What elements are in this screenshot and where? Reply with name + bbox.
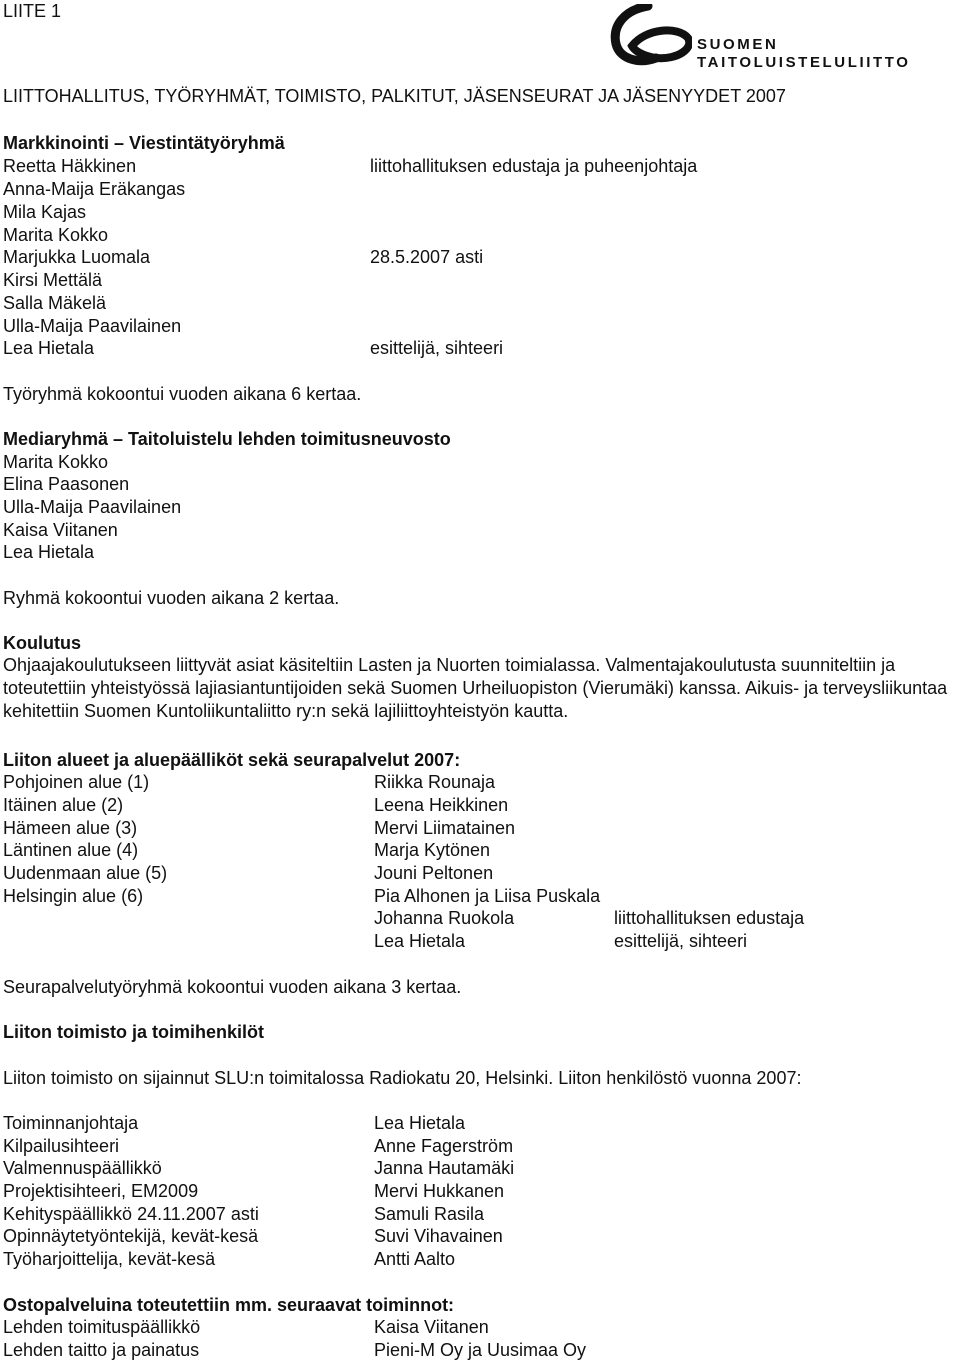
list-item: Lea Hietala [3,542,95,562]
list-item: Reetta Häkkinen [3,156,137,176]
regions-heading: Liiton alueet ja aluepäälliköt sekä seurapalvelut 2007: [3,750,461,770]
regions-meetings: Seurapalvelutyöryhmä kokoontui vuoden aikana 3 kertaa. [3,977,462,997]
region-name: Uudenmaan alue (5) [3,863,168,883]
region-name: Helsingin alue (6) [3,886,144,906]
staff-role: Työharjoittelija, kevät-kesä [3,1249,216,1269]
training-heading: Koulutus [3,633,81,653]
service-provider: Pieni-M Oy ja Uusimaa Oy [374,1340,587,1360]
training-paragraph: Ohjaajakoulutukseen liittyvät asiat käsiteltiin Lasten ja Nuorten toimialassa. Valmentajakoulutusta suunniteltiin ja toteutettiin yhteistyössä lajiasiantuntijoiden sekä Suomen Urheiluopiston (Vierumäki) kanssa. Aikuis- ja terveysliikuntaa kehitettiin Suomen Kuntoliikuntaliitto ry:n sekä lajiliittoyhteistyön kautta. [3,655,948,721]
region-manager: Johanna Ruokola [374,908,515,928]
region-name: Itäinen alue (2) [3,795,124,815]
list-item: Kaisa Viitanen [3,520,118,540]
member-note: liittohallituksen edustaja ja puheenjohtaja [370,156,698,176]
staff-role: Toiminnanjohtaja [3,1113,139,1133]
region-name: Hämeen alue (3) [3,818,138,838]
region-name: Pohjoinen alue (1) [3,772,150,792]
staff-role: Kehityspäällikkö 24.11.2007 asti [3,1204,259,1224]
staff-name: Anne Fagerström [374,1136,514,1156]
media-heading: Mediaryhmä – Taitoluistelu lehden toimitusneuvosto [3,429,451,449]
attachment-label: LIITE 1 [3,1,62,21]
logo-text: SUOMEN TAITOLUISTELULIITTO [697,36,911,71]
marketing-meetings: Työryhmä kokoontui vuoden aikana 6 kertaa. [3,384,362,404]
region-manager: Riikka Rounaja [374,772,496,792]
list-item: Anna-Maija Eräkangas [3,179,186,199]
list-item: Ulla-Maija Paavilainen [3,316,182,336]
page-title: LIITTOHALLITUS, TYÖRYHMÄT, TOIMISTO, PALKITUT, JÄSENSEURAT JA JÄSENYYDET 2007 [3,86,786,106]
list-item: Lea Hietala [3,338,95,358]
staff-role: Projektisihteeri, EM2009 [3,1181,199,1201]
region-name: Läntinen alue (4) [3,840,139,860]
region-manager: Leena Heikkinen [374,795,509,815]
region-manager: Mervi Liimatainen [374,818,516,838]
list-item: Mila Kajas [3,202,87,222]
staff-role: Kilpailusihteeri [3,1136,120,1156]
federation-logo-icon [608,4,692,66]
staff-name: Antti Aalto [374,1249,456,1269]
member-note: 28.5.2007 asti [370,247,484,267]
service-name: Lehden taitto ja painatus [3,1340,200,1360]
region-manager: Jouni Peltonen [374,863,494,883]
list-item: Elina Paasonen [3,474,130,494]
list-item: Marjukka Luomala [3,247,151,267]
staff-role: Valmennuspäällikkö [3,1158,162,1178]
staff-role: Opinnäytetyöntekijä, kevät-kesä [3,1226,259,1246]
staff-name: Janna Hautamäki [374,1158,515,1178]
region-manager: Lea Hietala [374,931,466,951]
outsourcing-heading: Ostopalveluina toteutettiin mm. seuraavat toiminnot: [3,1295,455,1315]
region-manager: Marja Kytönen [374,840,491,860]
media-meetings: Ryhmä kokoontui vuoden aikana 2 kertaa. [3,588,340,608]
staff-name: Samuli Rasila [374,1204,485,1224]
marketing-heading: Markkinointi – Viestintätyöryhmä [3,133,285,153]
service-name: Lehden toimituspäällikkö [3,1317,201,1337]
list-item: Marita Kokko [3,452,109,472]
member-note: esittelijä, sihteeri [370,338,504,358]
list-item: Kirsi Mettälä [3,270,103,290]
office-paragraph: Liiton toimisto on sijainnut SLU:n toimitalossa Radiokatu 20, Helsinki. Liiton henkilöstö vuonna 2007: [3,1068,802,1088]
service-provider: Kaisa Viitanen [374,1317,489,1337]
region-role: liittohallituksen edustaja [614,908,805,928]
list-item: Marita Kokko [3,225,109,245]
staff-name: Lea Hietala [374,1113,466,1133]
list-item: Ulla-Maija Paavilainen [3,497,182,517]
staff-name: Mervi Hukkanen [374,1181,505,1201]
office-heading: Liiton toimisto ja toimihenkilöt [3,1022,264,1042]
region-manager: Pia Alhonen ja Liisa Puskala [374,886,601,906]
staff-name: Suvi Vihavainen [374,1226,503,1246]
region-role: esittelijä, sihteeri [614,931,748,951]
list-item: Salla Mäkelä [3,293,107,313]
